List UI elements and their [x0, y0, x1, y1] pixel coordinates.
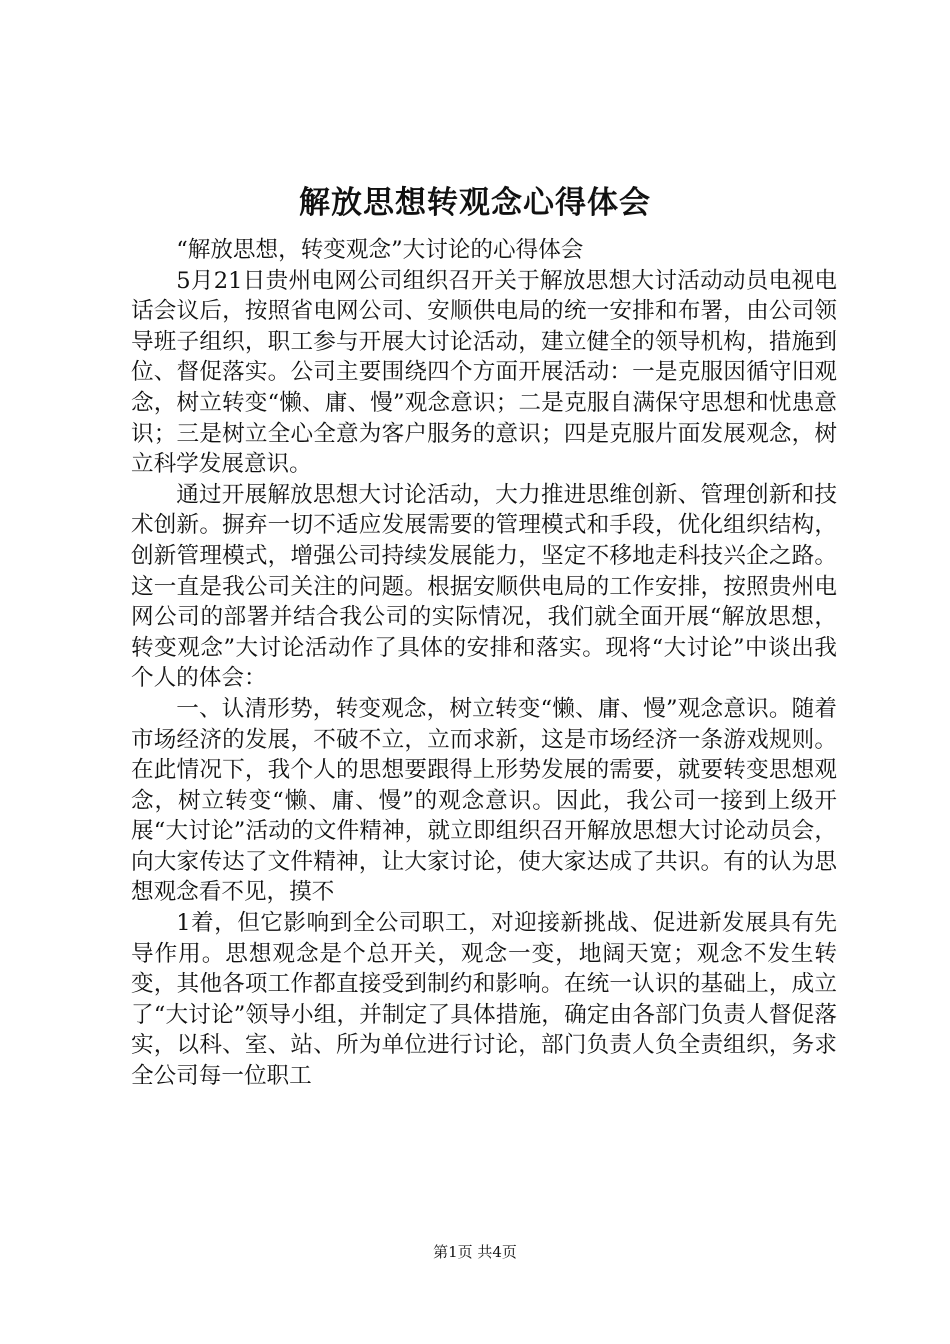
body-paragraph: 一、认清形势，转变观念，树立转变“懒、庸、慢”观念意识。随着市场经济的发展，不破不立，立而求新，这是市场经济一条游戏规则。在此情况下，我个人的思想要跟得上形势发展的需要，就要转变思想观念，树立转变“懒、庸、慢”的观念意识。因此，我公司一接到上级开展“大讨论”活动的文件精神，就立即组织召开解放思想大讨论动员会，向大家传达了文件精神，让大家讨论，使大家达成了共识。有的认为思想观念看不见，摸不 — [131, 695, 837, 906]
page-number-footer: 第1页 共4页 — [433, 1243, 517, 1261]
body-paragraph: 5月21日贵州电网公司组织召开关于解放思想大讨活动动员电视电话会议后，按照省电网公司、安顺供电局的统一安排和布署，由公司领导班子组织，职工参与开展大讨论活动，建立健全的领导机构，措施到位、督促落实。公司主要围绕四个方面开展活动：一是克服因循守旧观念，树立转变“懒、庸、慢”观念意识；二是克服自满保守思想和忧患意识；三是树立全心全意为客户服务的意识；四是克服片面发展观念，树立科学发展意识。 — [131, 267, 837, 478]
document-body — [131, 235, 837, 1092]
subtitle-paragraph: “解放思想，转变观念”大讨论的心得体会 — [176, 237, 584, 263]
body-paragraph: 1着，但它影响到全公司职工，对迎接新挑战、促进新发展具有先导作用。思想观念是个总开关，观念一变，地阔天宽；观念不发生转变，其他各项工作都直接受到制约和影响。在统一认识的基础上，成立了“大讨论”领导小组，并制定了具体措施，确定由各部门负责人督促落实，以科、室、站、所为单位进行讨论，部门负责人负全责组织，务求全公司每一位职工 — [131, 910, 837, 1090]
document-title: 解放思想转观念心得体会 — [299, 185, 651, 221]
body-paragraph: 通过开展解放思想大讨论活动，大力推进思维创新、管理创新和技术创新。摒弃一切不适应发展需要的管理模式和手段，优化组织结构，创新管理模式，增强公司持续发展能力，坚定不移地走科技兴企之路。这一直是我公司关注的问题。根据安顺供电局的工作安排，按照贵州电网公司的部署并结合我公司的实际情况，我们就全面开展“解放思想，转变观念”大讨论活动作了具体的安排和落实。现将“大讨论”中谈出我个人的体会： — [131, 481, 837, 692]
